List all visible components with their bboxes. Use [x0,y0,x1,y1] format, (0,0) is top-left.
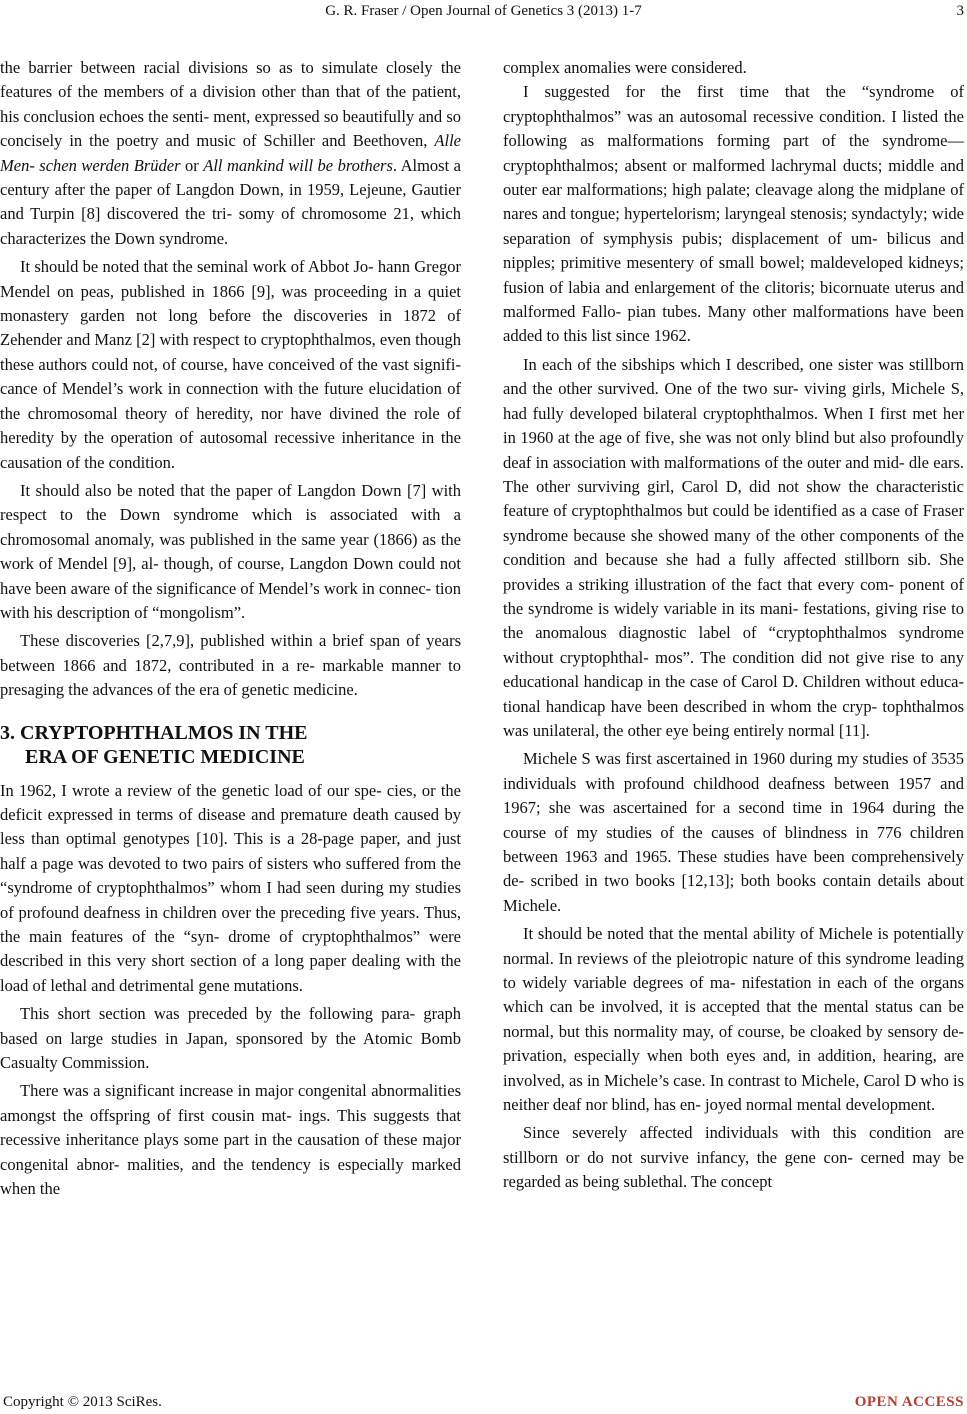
left-column [0,56,461,1201]
paragraph: In 1962, I wrote a review of the genetic load of our spe- cies, or the deficit expressed in terms of disease and premature death caused by less than optimal genotypes [10]. This is a 28-page paper, and just half a page was devoted to two pairs of sisters who suffered from the “syndrome of cryptophthalmos” whom I had seen during my studies of profound deafness in children over the preceding five years. Thus, the main features of the “syn- drome of cryptophthalmos” were described in this very short section of a long paper dealing with the load of lethal and detrimental gene mutations. [0,780,461,995]
running-head: G. R. Fraser / Open Journal of Genetics 3 (2013) 1-7 [325,3,642,19]
open-access-label: OPEN ACCESS [854,1394,964,1410]
section-heading-line1: 3. CRYPTOPHTHALMOS IN THE [0,721,308,744]
paragraph: It should be noted that the mental ability of Michele is potentially normal. In reviews of the pleiotropic nature of this syndrome leading to widely variable degrees of ma- nifestation in each of the organs which can be involved, it is accepted that the mental status can be normal, but this normality may, of course, be cloaked by sensory de- privation, especially when both eyes and, in addition, hearing, are involved, as in Michele’s case. In contrast to Michele, Carol D who is neither deaf nor blind, has en- joyed normal mental development. [503,924,964,1115]
paragraph: Since severely affected individuals with this condition are stillborn or do not survive infancy, the gene con- cerned may be regarded as being sublethal. The concept [503,1123,964,1192]
paragraph: I suggested for the first time that the “syndrome of cryptophthalmos” was an autosomal recessive condition. I listed the following as malformations forming part of the syndrome—cryptophthalmos; absent or malformed lachrymal ducts; middle and outer ear malformations; high palate; cleavage along the midplane of nares and tongue; hypertelorism; laryngeal stenosis; syndactyly; wide separation of symphysis pubis; displacement of um- bilicus and nipples; primitive mesentery of small bowel; maldeveloped kidneys; fusion of labia and enlargement of the clitoris; bicornuate uterus and malformed Fallo- pian tubes. Many other malformations have been added to this list since 1962. [503,82,964,346]
paragraph: This short section was preceded by the following para- graph based on large studies in Japan, sponsored by the Atomic Bomb Casualty Commission. [0,1004,461,1073]
paragraph: There was a significant increase in major congenital abnormalities amongst the offspring of first cousin mat- ings. This suggests that recessive inheritance plays some part in the causation of these major congenital abnor- malities, and the tendency is especially marked when the [0,1081,461,1199]
paragraph: It should be noted that the seminal work of Abbot Jo- hann Gregor Mendel on peas, published in 1866 [9], was proceeding in a quiet monastery garden not long before the discoveries in 1872 of Zehender and Manz [2] with respect to cryptophthalmos, even though these authors could not, of course, have conceived of the vast signifi- cance of Mendel’s work in connection with the future elucidation of the chromosomal theory of heredity, nor have divined the role of heredity by the operation of autosomal recessive inheritance in the causation of the condition. [0,257,461,472]
section-heading-line2: ERA OF GENETIC MEDICINE [25,745,305,768]
paragraph: Michele S was first ascertained in 1960 during my studies of 3535 individuals with profound childhood deafness between 1957 and 1967; she was ascertained for a second time in 1964 during the course of my studies of the causes of blindness in 776 children between 1963 and 1965. These studies have been comprehensively de- scribed in two books [12,13]; both books contain details about Michele. [503,749,964,915]
english-quote: All mankind will be brothers [203,155,393,175]
paragraph: In each of the sibships which I described, one sister was stillborn and the other survived. One of the two sur- viving girls, Michele S, had fully developed bilateral cryptophthalmos. When I first met her in 1960 at the age of five, she was not only blind but also profoundly deaf in association with malformations of the outer and mid- dle ears. The other surviving girl, Carol D, did not show the characteristic feature of cryptophthalmos but could be identified as a case of Fraser syndrome because she showed many of the other components of the condition and because she had a fully affected stillborn sib. She provides a striking illustration of the fact that every com- ponent of the syndrome is widely variable in its mani- festations, giving rise to the anomalous diagnostic label of “cryptophthalmos syndrome without cryptophthal- mos”. The condition did not give rise to any educational handicap in the case of Carol D. Children without educa- tional handicap have been described in whom the cryp- tophthalmos was unilateral, the other eye being entirely normal [11]. [503,354,964,740]
page-header [0,0,967,24]
german-quote: Alle Men- schen werden Brüder [0,131,461,175]
paragraph: complex anomalies were considered. [503,58,747,77]
right-column [503,56,964,1195]
page-footer [0,1394,967,1414]
copyright-notice: Copyright © 2013 SciRes. [3,1394,162,1410]
section-heading [0,721,461,769]
page-number: 3 [956,3,964,19]
paragraph: These discoveries [2,7,9], published within a brief span of years between 1866 and 1872, contributed in a re- markable manner to presaging the advances of the era of genetic medicine. [0,631,461,700]
paragraph: It should also be noted that the paper of Langdon Down [7] with respect to the Down syndrome which is associated with a chromosomal anomaly, was published in the same year (1866) as the work of Mendel [9], al- though, of course, Langdon Down could not have been aware of the significance of Mendel’s work in connec- tion with his description of “mongolism”. [0,480,461,622]
paragraph: the barrier between racial divisions so as to simulate closely the features of the members of a division other than that of the patient, his conclusion echoes the senti- ment, expressed so beautifully and so concisely in the poetry and music of Schiller and Beethoven, Alle Men- schen werden Brüder or All mankind will be brothers. Almost a century after the paper of Langdon Down, in 1959, Lejeune, Gautier and Turpin [8] discovered the tri- somy of chromosome 21, which characterizes the Down syndrome. [0,58,461,248]
